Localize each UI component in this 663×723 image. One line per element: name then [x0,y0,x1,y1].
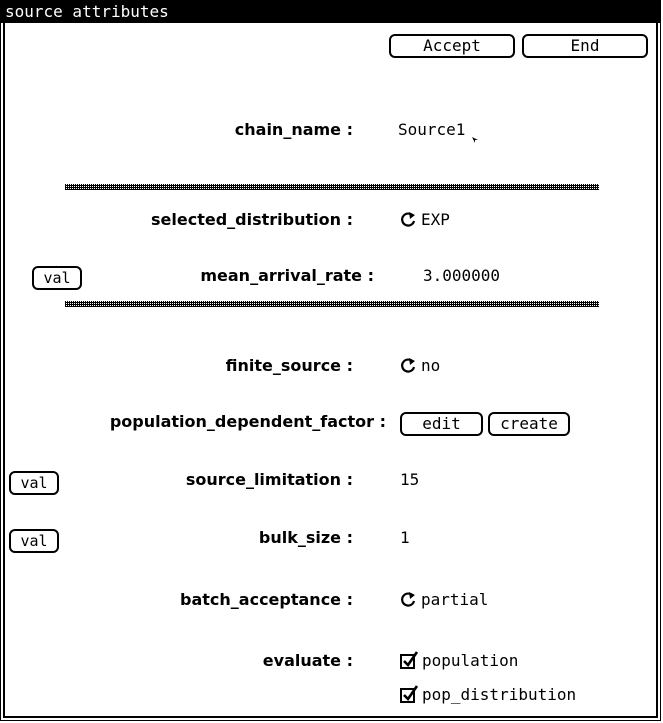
window-title: source attributes [5,2,169,21]
finite-source-value: no [421,356,441,375]
checked-checkbox-icon [400,685,418,703]
evaluate-pop-distribution-label: pop_distribution [422,685,577,704]
batch-acceptance-toggle[interactable] [400,590,488,610]
mean-arrival-rate-value: 3.000000 [423,266,501,285]
separator [65,301,599,307]
accept-button[interactable]: Accept [389,34,515,58]
cycle-icon [400,210,416,228]
evaluate-population-checkbox[interactable] [400,651,518,671]
bulk-size-val-button[interactable]: val [9,529,59,553]
evaluate-label: evaluate : [262,651,353,670]
form-panel [3,23,658,718]
chain-name-label: chain_name : [234,120,353,139]
window-titlebar[interactable] [1,1,660,23]
mean-arrival-rate-val-button[interactable]: val [32,266,82,290]
mean-arrival-rate-label: mean_arrival_rate : [200,266,374,285]
separator [65,184,599,190]
evaluate-population-label: population [422,651,519,670]
create-button[interactable]: create [488,412,570,436]
evaluate-pop-distribution-checkbox[interactable] [400,685,576,705]
batch-acceptance-value: partial [421,590,489,609]
checked-checkbox-icon [400,651,418,669]
mean-arrival-rate-field[interactable] [423,266,500,286]
source-limitation-field[interactable] [400,470,419,490]
text-cursor-icon [472,137,478,143]
finite-source-label: finite_source : [225,356,353,375]
finite-source-toggle[interactable] [400,356,440,376]
selected-distribution-value: EXP [421,210,450,229]
chain-name-field[interactable] [398,120,465,140]
source-limitation-val-button[interactable]: val [9,471,59,495]
chain-name-value: Source1 [398,120,466,139]
source-limitation-label: source_limitation : [185,470,353,489]
selected-distribution-toggle[interactable] [400,210,450,230]
edit-button[interactable]: edit [400,412,483,436]
batch-acceptance-label: batch_acceptance : [180,590,353,609]
source-limitation-value: 15 [400,470,420,489]
bulk-size-label: bulk_size : [258,528,353,547]
population-dependent-factor-label: population_dependent_factor : [109,412,386,431]
selected-distribution-label: selected_distribution : [151,210,353,229]
cycle-icon [400,356,416,374]
bulk-size-field[interactable] [400,528,410,548]
bulk-size-value: 1 [400,528,410,547]
cycle-icon [400,590,416,608]
end-button[interactable]: End [522,34,648,58]
